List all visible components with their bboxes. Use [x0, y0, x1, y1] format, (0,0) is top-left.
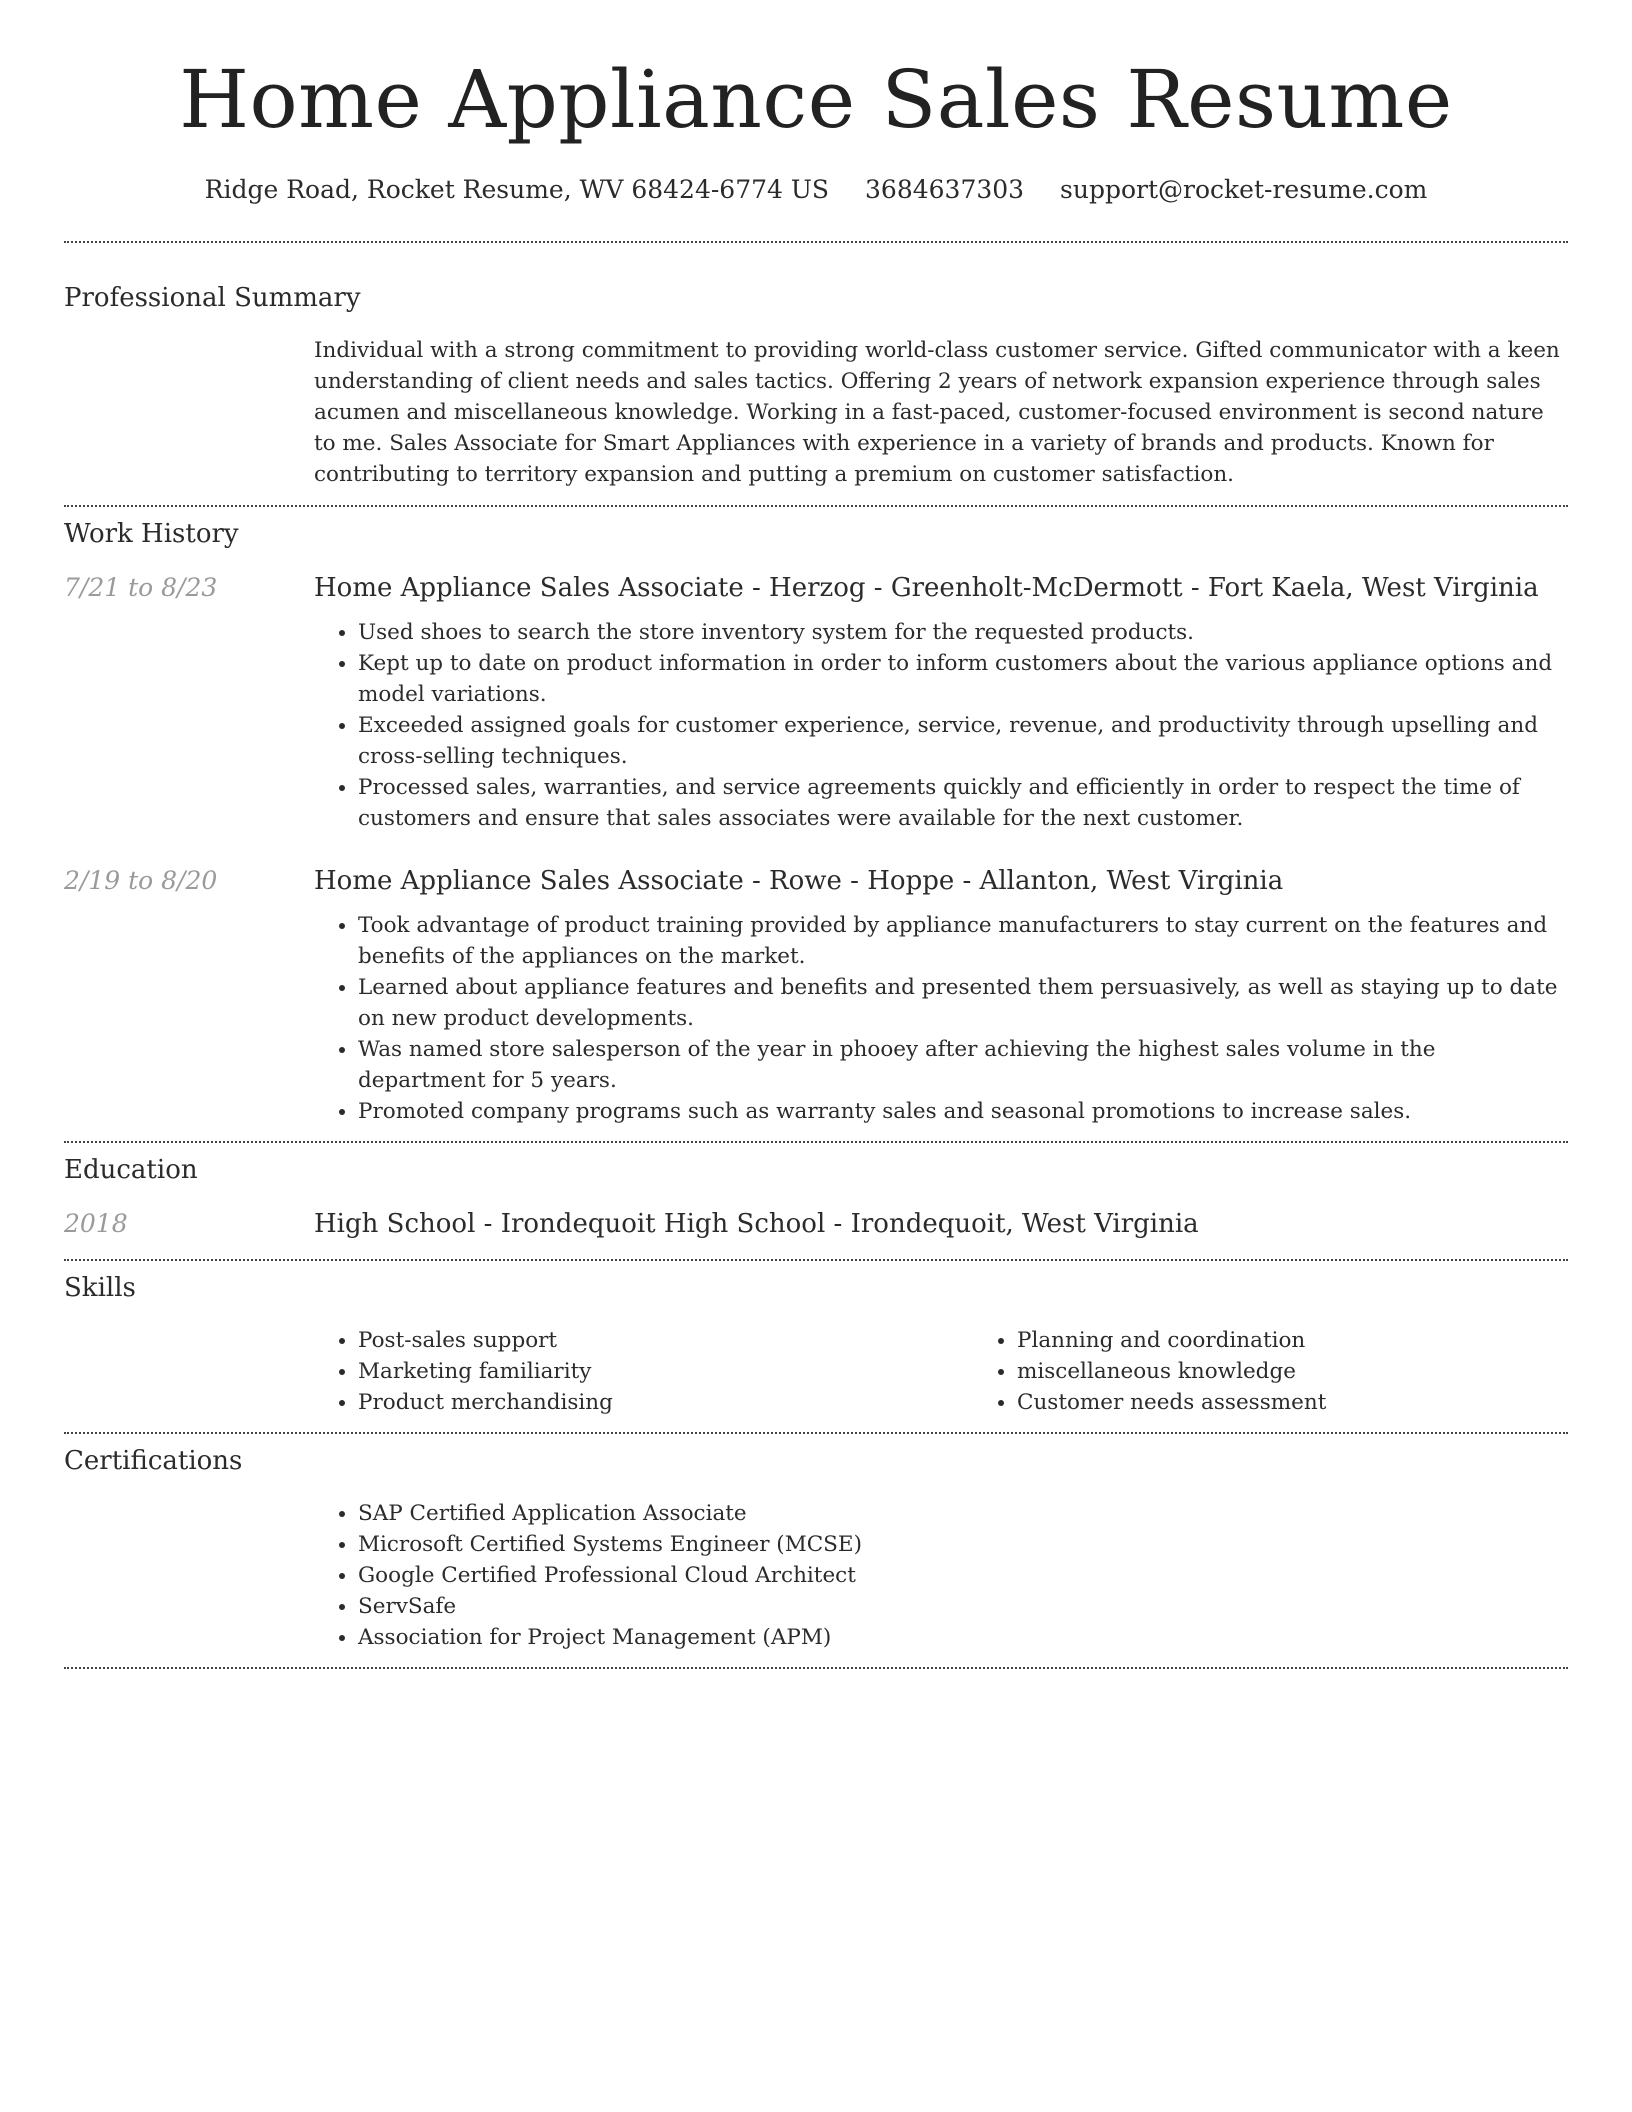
contact-line — [64, 174, 1568, 206]
list-item: • Promoted company programs such as warranty sales and seasonal promotions to increase sales. — [358, 1096, 1568, 1127]
list-item: • Was named store salesperson of the year in phooey after achieving the highest sales volume in the department for 5 years. — [358, 1034, 1568, 1096]
list-item: • Kept up to date on product information in order to inform customers about the various appliance options and model variations. — [358, 648, 1568, 710]
list-item: • Took advantage of product training provided by appliance manufacturers to stay current on the features and benefits of the appliances on the market. — [358, 910, 1568, 972]
education-section — [64, 1143, 1568, 1241]
skills-list-left — [314, 1325, 973, 1418]
list-item: • Product merchandising — [358, 1387, 973, 1418]
job-entry — [64, 864, 1568, 1127]
work-history-section — [64, 507, 1568, 1127]
education-entry — [64, 1207, 1568, 1241]
list-item: • SAP Certified Application Associate — [358, 1498, 1568, 1529]
list-item: • Post-sales support — [358, 1325, 973, 1356]
contact-address: Ridge Road, Rocket Resume, WV 68424-6774 US — [204, 175, 830, 204]
contact-phone: 3684637303 — [865, 175, 1025, 204]
certifications-list — [314, 1498, 1568, 1653]
job-bullets — [314, 910, 1568, 1127]
job-bullets — [314, 617, 1568, 834]
list-item: • Exceeded assigned goals for customer experience, service, revenue, and productivity through upselling and cross-selling techniques. — [358, 710, 1568, 772]
list-item: • Learned about appliance features and benefits and presented them persuasively, as well as staying up to date on new product developments. — [358, 972, 1568, 1034]
education-heading: Education — [64, 1155, 198, 1185]
list-item: • Google Certified Professional Cloud Architect — [358, 1560, 1568, 1591]
job-heading: Home Appliance Sales Associate - Herzog - Greenholt-McDermott - Fort Kaela, West Virginia — [314, 573, 1539, 603]
summary-text: Individual with a strong commitment to providing world-class customer service. Gifted communicator with a keen understanding of client needs and sales tactics. Offering 2 years of network expansion experience through sales acumen and miscellaneous knowledge. Working in a fast-paced, customer-focused environment is second nature to me. Sales Associate for Smart Appliances with experience in a variety of brands and products. Known for contributing to territory expansion and putting a premium on customer satisfaction. — [314, 338, 1560, 487]
list-item: • Microsoft Certified Systems Engineer (MCSE) — [358, 1529, 1568, 1560]
list-item: • Marketing familiarity — [358, 1356, 973, 1387]
certifications-section — [64, 1434, 1568, 1653]
list-item: • Association for Project Management (APM) — [358, 1622, 1568, 1653]
job-dates: 2/19 to 8/20 — [64, 866, 218, 895]
education-year: 2018 — [64, 1209, 128, 1238]
summary-heading: Professional Summary — [64, 283, 361, 313]
resume-title: Home Appliance Sales Resume — [179, 53, 1453, 146]
skills-section — [64, 1261, 1568, 1418]
divider — [64, 1667, 1568, 1669]
summary-section — [64, 243, 1568, 490]
job-dates: 7/21 to 8/23 — [64, 573, 218, 602]
job-heading: Home Appliance Sales Associate - Rowe - Hoppe - Allanton, West Virginia — [314, 866, 1284, 896]
job-entry — [64, 571, 1568, 834]
contact-email[interactable]: support@rocket-resume.com — [1060, 175, 1428, 204]
list-item: • Customer needs assessment — [1017, 1387, 1632, 1418]
list-item: • Processed sales, warranties, and service agreements quickly and efficiently in order to respect the time of customers and ensure that sales associates were available for the next customer. — [358, 772, 1568, 834]
work-history-heading: Work History — [64, 519, 239, 549]
education-heading-text: High School - Irondequoit High School - Irondequoit, West Virginia — [314, 1209, 1199, 1239]
certifications-heading: Certifications — [64, 1446, 243, 1476]
list-item: • Planning and coordination — [1017, 1325, 1632, 1356]
skills-list-right — [973, 1325, 1632, 1418]
skills-heading: Skills — [64, 1273, 136, 1303]
list-item: • miscellaneous knowledge — [1017, 1356, 1632, 1387]
list-item: • Used shoes to search the store inventory system for the requested products. — [358, 617, 1568, 648]
list-item: • ServSafe — [358, 1591, 1568, 1622]
